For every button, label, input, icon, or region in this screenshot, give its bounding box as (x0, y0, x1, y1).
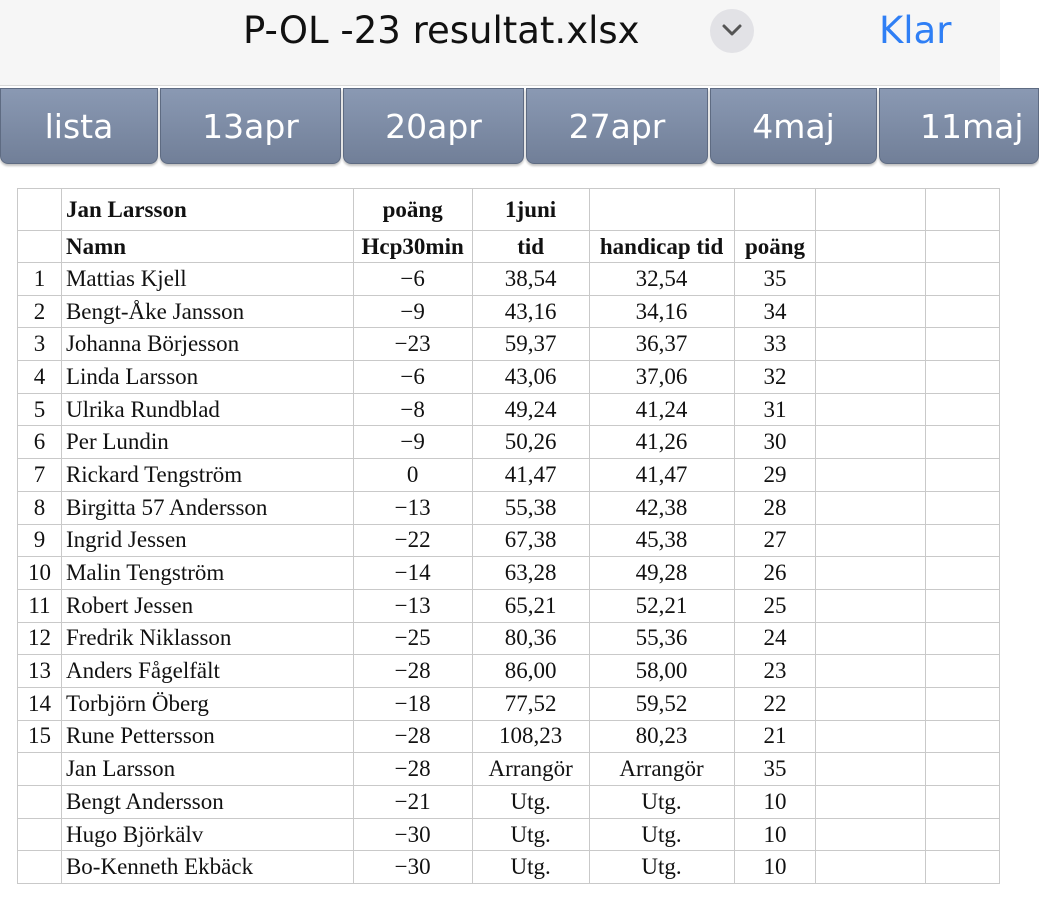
row-time-cell[interactable]: 55,38 (472, 491, 589, 524)
cell-empty[interactable] (926, 361, 1000, 394)
cell-empty[interactable] (926, 557, 1000, 590)
row-hcp-cell[interactable]: −28 (353, 753, 472, 786)
row-handicap-time-cell[interactable]: 34,16 (589, 295, 734, 328)
header-date-cell[interactable]: 1juni (472, 189, 589, 231)
title-menu-button[interactable] (710, 9, 754, 53)
row-name-cell[interactable]: Bengt-Åke Jansson (61, 295, 353, 328)
column-header-row (18, 231, 1000, 263)
row-time-cell[interactable]: 67,38 (472, 524, 589, 557)
row-name-cell[interactable]: Mattias Kjell (61, 263, 353, 296)
table-row (18, 720, 1000, 753)
row-rank-cell[interactable] (18, 818, 62, 851)
table-row (18, 786, 1000, 819)
row-points-cell[interactable]: 26 (734, 557, 816, 590)
cell-empty[interactable] (926, 295, 1000, 328)
row-rank-cell[interactable]: 1 (18, 263, 62, 296)
tab-13apr[interactable]: 13apr (160, 88, 341, 164)
row-rank-cell[interactable] (18, 753, 62, 786)
table-row (18, 524, 1000, 557)
table-row (18, 753, 1000, 786)
cell-empty[interactable] (816, 393, 926, 426)
row-hcp-cell[interactable]: −25 (353, 622, 472, 655)
row-rank-cell[interactable] (18, 786, 62, 819)
cell-empty[interactable] (816, 524, 926, 557)
row-rank-cell[interactable]: 7 (18, 459, 62, 492)
row-time-cell[interactable]: 86,00 (472, 655, 589, 688)
cell-empty[interactable] (926, 393, 1000, 426)
cell-empty[interactable] (816, 295, 926, 328)
row-name-cell[interactable]: Anders Fågelfält (61, 655, 353, 688)
tab-27apr[interactable]: 27apr (526, 88, 708, 164)
row-hcp-cell[interactable]: −18 (353, 687, 472, 720)
cell-empty[interactable] (816, 622, 926, 655)
row-points-cell[interactable]: 32 (734, 361, 816, 394)
row-hcp-cell[interactable]: −6 (353, 361, 472, 394)
row-time-cell[interactable]: 38,54 (472, 263, 589, 296)
cell-empty[interactable] (926, 851, 1000, 884)
table-row (18, 851, 1000, 884)
row-rank-cell[interactable]: 15 (18, 720, 62, 753)
cell-empty[interactable] (926, 786, 1000, 819)
table-row (18, 459, 1000, 492)
cell-empty[interactable] (816, 263, 926, 296)
row-time-cell[interactable]: 65,21 (472, 589, 589, 622)
table-row (18, 328, 1000, 361)
cell-empty[interactable] (816, 491, 926, 524)
row-time-cell[interactable]: 41,47 (472, 459, 589, 492)
table-row (18, 426, 1000, 459)
cell-empty[interactable] (816, 231, 926, 263)
cell-empty[interactable] (926, 491, 1000, 524)
row-handicap-time-cell[interactable]: 41,26 (589, 426, 734, 459)
row-hcp-cell[interactable]: −9 (353, 426, 472, 459)
cell-empty[interactable] (926, 687, 1000, 720)
row-name-cell[interactable]: Bengt Andersson (61, 786, 353, 819)
column-header-name[interactable]: Namn (61, 231, 353, 263)
tab-lista[interactable]: lista (0, 88, 158, 164)
row-handicap-time-cell[interactable]: 45,38 (589, 524, 734, 557)
header-name-cell[interactable]: Jan Larsson (61, 189, 353, 231)
row-name-cell[interactable]: Hugo Björkälv (61, 818, 353, 851)
row-points-cell[interactable]: 27 (734, 524, 816, 557)
row-name-cell[interactable]: Bo-Kenneth Ekbäck (61, 851, 353, 884)
row-hcp-cell[interactable]: −9 (353, 295, 472, 328)
row-name-cell[interactable]: Ulrika Rundblad (61, 393, 353, 426)
cell-empty[interactable] (816, 557, 926, 590)
row-time-cell[interactable]: 77,52 (472, 687, 589, 720)
row-points-cell[interactable]: 23 (734, 655, 816, 688)
row-name-cell[interactable]: Linda Larsson (61, 361, 353, 394)
cell-empty[interactable] (816, 786, 926, 819)
cell-empty[interactable] (734, 189, 816, 231)
column-header-handicap-time[interactable]: handicap tid (589, 231, 734, 263)
row-time-cell[interactable]: 50,26 (472, 426, 589, 459)
row-time-cell[interactable]: 63,28 (472, 557, 589, 590)
row-points-cell[interactable]: 29 (734, 459, 816, 492)
cell-empty[interactable] (816, 426, 926, 459)
row-name-cell[interactable]: Robert Jessen (61, 589, 353, 622)
row-name-cell[interactable]: Fredrik Niklasson (61, 622, 353, 655)
row-hcp-cell[interactable]: −14 (353, 557, 472, 590)
row-name-cell[interactable]: Birgitta 57 Andersson (61, 491, 353, 524)
table-row (18, 263, 1000, 296)
row-points-cell[interactable]: 35 (734, 263, 816, 296)
row-hcp-cell[interactable]: −30 (353, 818, 472, 851)
row-hcp-cell[interactable]: −6 (353, 263, 472, 296)
row-time-cell[interactable]: Utg. (472, 851, 589, 884)
table-row (18, 295, 1000, 328)
cell-empty[interactable] (926, 589, 1000, 622)
row-handicap-time-cell[interactable]: 41,24 (589, 393, 734, 426)
row-points-cell[interactable]: 10 (734, 851, 816, 884)
row-points-cell[interactable]: 35 (734, 753, 816, 786)
row-handicap-time-cell[interactable]: 52,21 (589, 589, 734, 622)
row-points-cell[interactable]: 30 (734, 426, 816, 459)
cell-empty[interactable] (816, 189, 926, 231)
row-points-cell[interactable]: 31 (734, 393, 816, 426)
row-points-cell[interactable]: 10 (734, 818, 816, 851)
row-hcp-cell[interactable]: −28 (353, 720, 472, 753)
row-handicap-time-cell[interactable]: 49,28 (589, 557, 734, 590)
row-name-cell[interactable]: Per Lundin (61, 426, 353, 459)
column-header-hcp[interactable]: Hcp30min (353, 231, 472, 263)
row-points-cell[interactable]: 22 (734, 687, 816, 720)
row-handicap-time-cell[interactable]: 59,52 (589, 687, 734, 720)
cell-empty[interactable] (816, 753, 926, 786)
header-points-cell[interactable]: poäng (353, 189, 472, 231)
row-rank-cell[interactable]: 2 (18, 295, 62, 328)
row-time-cell[interactable]: 49,24 (472, 393, 589, 426)
table-row (18, 818, 1000, 851)
row-handicap-time-cell[interactable]: 80,23 (589, 720, 734, 753)
cell-empty[interactable] (926, 459, 1000, 492)
row-time-cell[interactable]: 80,36 (472, 622, 589, 655)
cell-empty[interactable] (926, 720, 1000, 753)
row-name-cell[interactable]: Ingrid Jessen (61, 524, 353, 557)
row-points-cell[interactable]: 28 (734, 491, 816, 524)
row-time-cell[interactable]: Utg. (472, 786, 589, 819)
row-rank-cell[interactable]: 9 (18, 524, 62, 557)
row-time-cell[interactable]: 59,37 (472, 328, 589, 361)
cell-empty[interactable] (589, 189, 734, 231)
cell-empty[interactable] (926, 818, 1000, 851)
tab-20apr[interactable]: 20apr (343, 88, 524, 164)
row-name-cell[interactable]: Jan Larsson (61, 753, 353, 786)
row-points-cell[interactable]: 10 (734, 786, 816, 819)
cell-empty[interactable] (816, 655, 926, 688)
cell-empty[interactable] (926, 753, 1000, 786)
row-time-cell[interactable]: Arrangör (472, 753, 589, 786)
row-points-cell[interactable]: 24 (734, 622, 816, 655)
row-hcp-cell[interactable]: −22 (353, 524, 472, 557)
row-rank-cell[interactable]: 14 (18, 687, 62, 720)
cell-empty[interactable] (816, 328, 926, 361)
chevron-down-icon (722, 23, 742, 37)
row-rank-cell[interactable]: 13 (18, 655, 62, 688)
row-handicap-time-cell[interactable]: 58,00 (589, 655, 734, 688)
row-name-cell[interactable]: Rickard Tengström (61, 459, 353, 492)
row-handicap-time-cell[interactable]: Utg. (589, 786, 734, 819)
row-time-cell[interactable]: Utg. (472, 818, 589, 851)
row-hcp-cell[interactable]: −13 (353, 491, 472, 524)
row-handicap-time-cell[interactable]: 41,47 (589, 459, 734, 492)
cell-empty[interactable] (926, 231, 1000, 263)
row-hcp-cell[interactable]: −28 (353, 655, 472, 688)
spreadsheet (0, 168, 1000, 905)
row-name-cell[interactable]: Torbjörn Öberg (61, 687, 353, 720)
row-hcp-cell[interactable]: −8 (353, 393, 472, 426)
row-hcp-cell[interactable]: −30 (353, 851, 472, 884)
table-row (18, 361, 1000, 394)
cell-empty[interactable] (926, 426, 1000, 459)
row-handicap-time-cell[interactable]: Utg. (589, 851, 734, 884)
table-row (18, 655, 1000, 688)
row-handicap-time-cell[interactable]: Utg. (589, 818, 734, 851)
cell-empty[interactable] (926, 524, 1000, 557)
sheet-tabs (0, 86, 1024, 168)
table-row (18, 557, 1000, 590)
row-hcp-cell[interactable]: −23 (353, 328, 472, 361)
cell-empty[interactable] (816, 459, 926, 492)
row-rank-cell[interactable]: 6 (18, 426, 62, 459)
row-rank-cell[interactable]: 8 (18, 491, 62, 524)
table-row (18, 622, 1000, 655)
cell-empty[interactable] (926, 622, 1000, 655)
tab-4maj[interactable]: 4maj (710, 88, 877, 164)
cell-empty[interactable] (18, 189, 62, 231)
row-points-cell[interactable]: 21 (734, 720, 816, 753)
row-points-cell[interactable]: 34 (734, 295, 816, 328)
row-rank-cell[interactable]: 12 (18, 622, 62, 655)
row-handicap-time-cell[interactable]: 42,38 (589, 491, 734, 524)
row-handicap-time-cell[interactable]: 32,54 (589, 263, 734, 296)
row-rank-cell[interactable]: 5 (18, 393, 62, 426)
cell-empty[interactable] (816, 687, 926, 720)
row-rank-cell[interactable] (18, 851, 62, 884)
row-time-cell[interactable]: 43,06 (472, 361, 589, 394)
table-row (18, 491, 1000, 524)
document-title[interactable]: P-OL -23 resultat.xlsx (243, 9, 640, 52)
row-handicap-time-cell[interactable]: 55,36 (589, 622, 734, 655)
row-name-cell[interactable]: Johanna Börjesson (61, 328, 353, 361)
cell-empty[interactable] (816, 589, 926, 622)
column-header-points[interactable]: poäng (734, 231, 816, 263)
table-row (18, 589, 1000, 622)
cell-empty[interactable] (926, 189, 1000, 231)
cell-empty[interactable] (816, 720, 926, 753)
cell-empty[interactable] (816, 818, 926, 851)
cell-empty[interactable] (816, 851, 926, 884)
row-handicap-time-cell[interactable]: 36,37 (589, 328, 734, 361)
row-points-cell[interactable]: 25 (734, 589, 816, 622)
row-rank-cell[interactable]: 3 (18, 328, 62, 361)
row-rank-cell[interactable]: 10 (18, 557, 62, 590)
table-row (18, 393, 1000, 426)
row-hcp-cell[interactable]: 0 (353, 459, 472, 492)
cell-empty[interactable] (926, 328, 1000, 361)
row-name-cell[interactable]: Malin Tengström (61, 557, 353, 590)
cell-empty[interactable] (18, 231, 62, 263)
table-row (18, 687, 1000, 720)
row-rank-cell[interactable]: 4 (18, 361, 62, 394)
row-points-cell[interactable]: 33 (734, 328, 816, 361)
row-handicap-time-cell[interactable]: Arrangör (589, 753, 734, 786)
cell-empty[interactable] (816, 361, 926, 394)
tab-11maj[interactable]: 11maj (879, 88, 1039, 164)
row-name-cell[interactable]: Rune Pettersson (61, 720, 353, 753)
row-hcp-cell[interactable]: −21 (353, 786, 472, 819)
row-rank-cell[interactable]: 11 (18, 589, 62, 622)
row-time-cell[interactable]: 108,23 (472, 720, 589, 753)
row-time-cell[interactable]: 43,16 (472, 295, 589, 328)
row-handicap-time-cell[interactable]: 37,06 (589, 361, 734, 394)
results-table (17, 188, 1000, 884)
table-title-row (18, 189, 1000, 231)
column-header-time[interactable]: tid (472, 231, 589, 263)
navigation-bar (0, 0, 1000, 86)
cell-empty[interactable] (926, 263, 1000, 296)
row-hcp-cell[interactable]: −13 (353, 589, 472, 622)
cell-empty[interactable] (926, 655, 1000, 688)
done-button[interactable]: Klar (879, 9, 952, 52)
